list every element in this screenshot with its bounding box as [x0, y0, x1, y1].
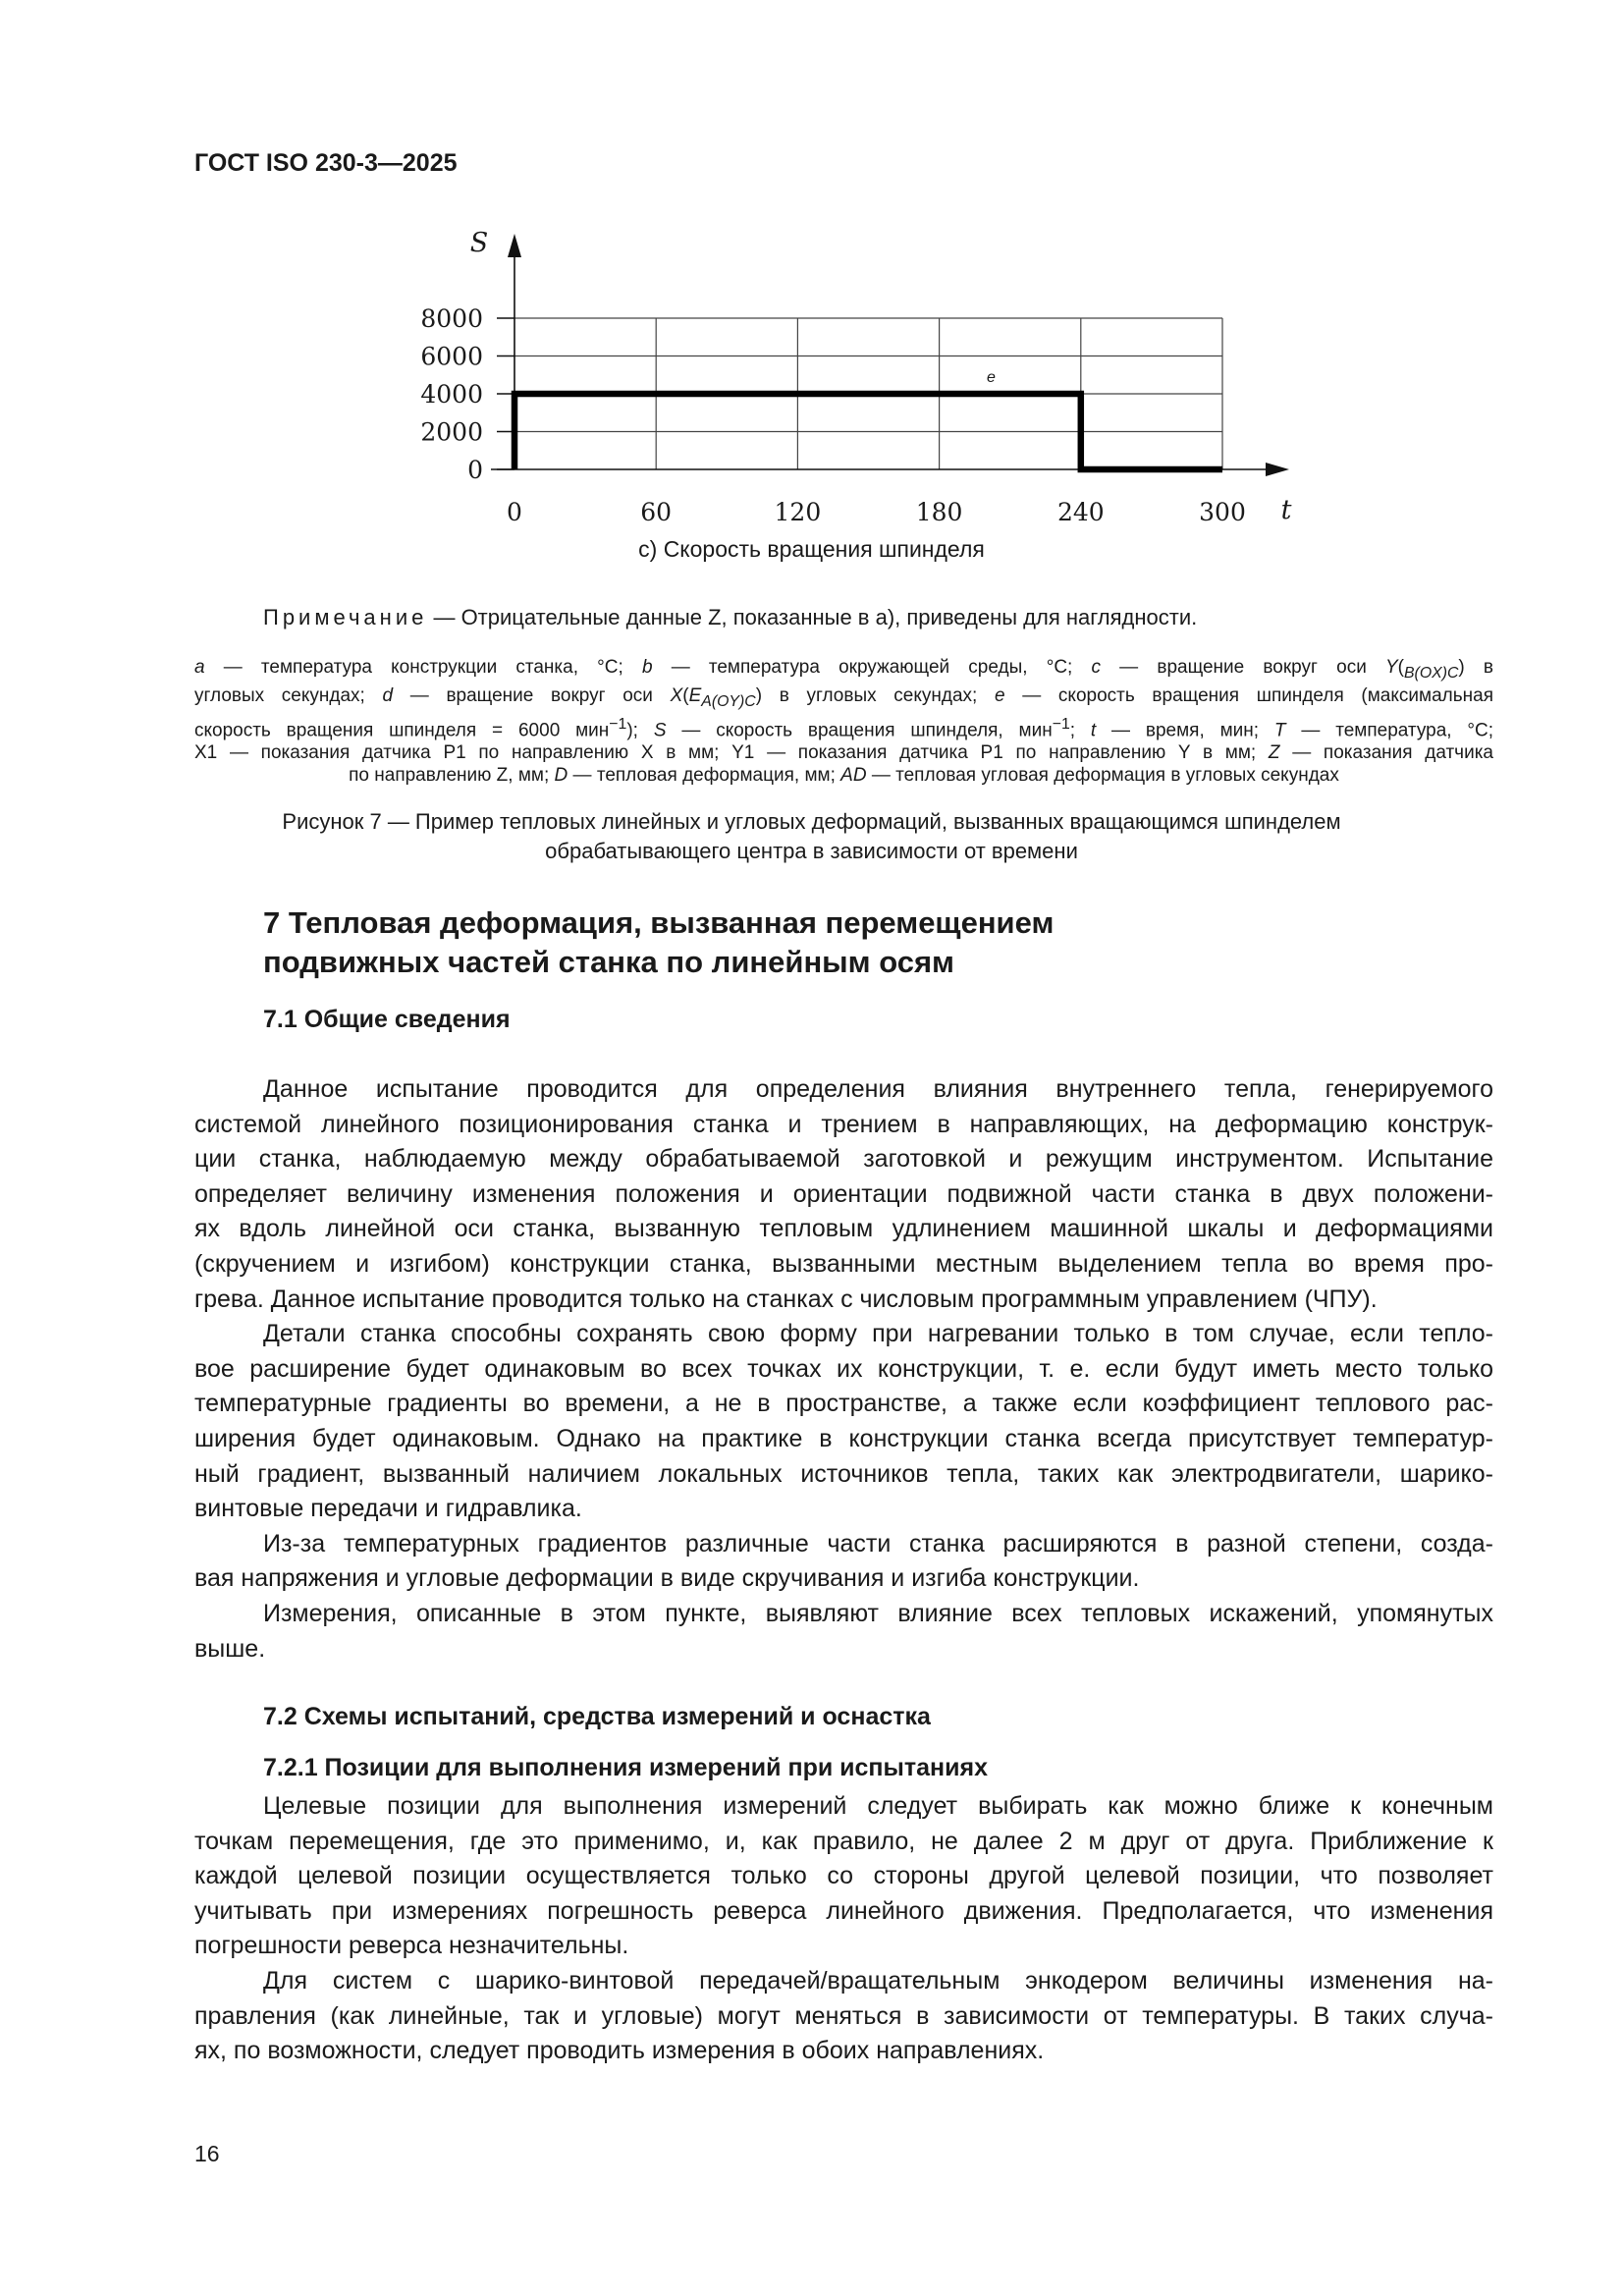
text-line: погрешности реверса незначительны. — [194, 1932, 629, 1960]
section-7-1-body — [194, 1072, 1493, 1667]
y-tick-label: 6000 — [420, 342, 483, 371]
series-annotation-label: e — [987, 369, 996, 386]
section-7-1-heading: 7.1 Общие сведения — [263, 1006, 511, 1033]
x-tick-label: 120 — [774, 498, 822, 526]
chart-series — [514, 369, 1222, 469]
y-axis-label: S — [469, 228, 489, 258]
heading-line: подвижных частей станка по линейным осям — [263, 945, 954, 979]
document-header: ГОСТ ISO 230-3—2025 — [194, 149, 458, 177]
page-number: 16 — [194, 2141, 220, 2166]
text-line: ширения будет одинаковым. Однако на практике в конструкции станка всегда присутствует температур- — [194, 1424, 1493, 1452]
x-tick-label: 240 — [1056, 498, 1105, 526]
figure-caption-line: Рисунок 7 — Пример тепловых линейных и угловых деформаций, вызванных вращающимся шпинделем — [282, 809, 1341, 834]
legend-line: a — температура конструкции станка, °С; b — температура окружающей среды, °С; c — вращение вокруг оси $Y(_{B(OX)C})$ в — [194, 657, 1494, 682]
section-7-heading — [263, 903, 1054, 982]
text-line: Из-за температурных градиентов различные части станка расширяются в разной степени, созда- — [263, 1529, 1493, 1558]
text-line: (скручением и изгибом) конструкции станка, вызванными местным выделением тепла во время про- — [194, 1249, 1493, 1278]
text-line: Данное испытание проводится для определения влияния внутреннего тепла, генерируемого — [263, 1075, 1493, 1103]
x-axis-arrow — [1266, 463, 1289, 476]
legend-line: угловых секундах; d — вращение вокруг оси $X(E_{A(OY)C})$ в угловых секундах; e — скорость вращения шпинделя (максимальная — [194, 684, 1493, 710]
text-line: ях вдоль линейной оси станка, вызванную тепловым удлинением машинной шкалы и деформациями — [194, 1215, 1493, 1243]
text-line: правления (как линейные, так и угловые) могут меняться в зависимости от температуры. В таких случа- — [194, 2001, 1493, 2030]
heading-line: 7 Тепловая деформация, вызванная перемещением — [263, 905, 1055, 940]
note-text: — Отрицательные данные Z, показанные в а), приведены для наглядности. — [427, 605, 1198, 629]
text-line: вая напряжения и угловые деформации в виде скручивания и изгиба конструкции. — [194, 1564, 1140, 1593]
chart-ticks — [420, 304, 1245, 526]
section-7-2-1-body — [194, 1789, 1493, 2069]
x-tick-label: 300 — [1199, 498, 1246, 526]
y-tick-label: 4000 — [420, 380, 483, 409]
text-line: ный градиент, вызванный наличием локальных источников тепла, таких как электродвигатели, шарико- — [194, 1459, 1493, 1488]
text-line: винтовые передачи и гидравлика. — [194, 1495, 582, 1523]
chart-axes — [470, 228, 1292, 525]
text-line: Измерения, описанные в этом пункте, выявляют влияние всех тепловых искажений, упомянутых — [263, 1599, 1493, 1627]
legend-line: X1 — показания датчика Р1 по направлению X в мм; Y1 — показания датчика Р1 по направлению Y в мм; Z — показания датчика — [194, 741, 1493, 763]
text-line: вое расширение будет одинаковым во всех точках их конструкции, т. е. если будут иметь место только — [194, 1354, 1493, 1383]
text-line: системой линейного позиционирования станка и трением в направляющих, на деформацию конструк- — [194, 1110, 1493, 1138]
text-line: определяет величину изменения положения и ориентации подвижной части станка в двух положени- — [194, 1179, 1493, 1208]
text-line: каждой целевой позиции осуществляется только со стороны другой целевой позиции, что позволяет — [194, 1862, 1493, 1890]
text-line: ции станка, наблюдаемую между обрабатываемой заготовкой и режущим инструментом. Испытание — [194, 1145, 1493, 1174]
figure-caption-line: обрабатывающего центра в зависимости от времени — [545, 839, 1078, 863]
section-7-2-heading: 7.2 Схемы испытаний, средства измерений и оснастка — [263, 1703, 931, 1730]
y-tick-label: 8000 — [420, 304, 483, 333]
chart-caption: с) Скорость вращения шпинделя — [638, 536, 985, 562]
text-line: Для систем с шарико-винтовой передачей/вращательным энкодером величины изменения на- — [263, 1966, 1493, 1995]
text-line: температурные градиенты во времени, а не в пространстве, а также если коэффициент теплового рас- — [194, 1390, 1493, 1418]
text-line: грева. Данное испытание проводится только на станках с числовым программным управлением (ЧПУ). — [194, 1285, 1378, 1313]
x-tick-label: 0 — [507, 498, 522, 526]
x-axis-label: t — [1280, 495, 1292, 525]
figure-legend — [194, 656, 1493, 787]
figure-caption — [0, 807, 1623, 866]
y-tick-label: 0 — [467, 456, 483, 484]
text-line: учитывать при измерениях погрешность реверса линейного движения. Предполагается, что изменения — [194, 1896, 1493, 1925]
text-line: точкам перемещения, где это применимо, и, как правило, не далее 2 м друг от друга. Приближение к — [194, 1827, 1493, 1855]
note-label: Примечание — [263, 605, 428, 629]
text-line: ях, по возможности, следует проводить измерения в обоих направлениях. — [194, 2037, 1045, 2065]
y-axis-arrow — [508, 234, 521, 257]
legend-line: скорость вращения шпинделя = 6000 мин$^{-1}$); S — скорость вращения шпинделя, мин$^{-1}$; t — время, мин; T — температура, °С; — [194, 715, 1493, 740]
legend-line: по направлению Z, мм; D — тепловая деформация, мм; AD — тепловая угловая деформация в угловых секундах — [349, 764, 1339, 786]
text-line: Целевые позиции для выполнения измерений следует выбирать как можно ближе к конечным — [263, 1792, 1493, 1820]
text-line: выше. — [194, 1634, 266, 1663]
x-tick-label: 60 — [640, 498, 673, 526]
spindle-speed-chart — [393, 216, 1325, 540]
figure-note — [263, 605, 1197, 630]
x-tick-label: 180 — [915, 498, 963, 526]
text-line: Детали станка способны сохранять свою форму при нагревании только в том случае, если тепло- — [263, 1320, 1493, 1348]
y-tick-label: 2000 — [420, 417, 483, 447]
section-7-2-1-heading: 7.2.1 Позиции для выполнения измерений при испытаниях — [263, 1754, 988, 1781]
